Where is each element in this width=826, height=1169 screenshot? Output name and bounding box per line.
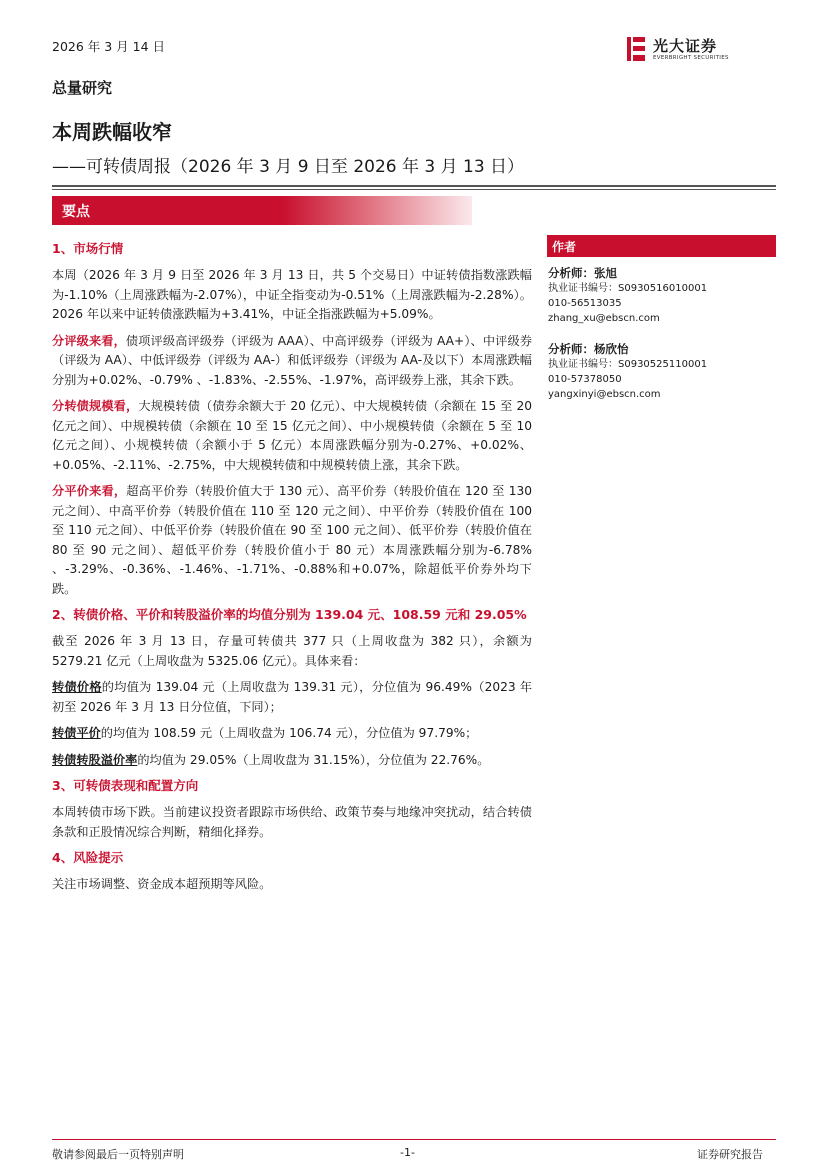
footer-disclaimer: 敬请参阅最后一页特别声明 — [52, 1148, 184, 1161]
report-date: 2026 年 3 月 14 日 — [52, 39, 166, 54]
body-parity: 的均值为 108.59 元（上周收盘为 106.74 元），分位值为 97.79%； — [100, 726, 478, 740]
page-number: -1- — [400, 1146, 415, 1159]
lead-by-size: 分转债规模看， — [52, 399, 139, 413]
lead-by-rating: 分评级来看， — [52, 333, 126, 348]
paragraph-risk: 关注市场调整、资金成本超预期等风险。 — [52, 877, 272, 891]
logo-text-cn: 光大证券 — [653, 37, 718, 55]
authors-label: 作者 — [552, 240, 577, 254]
paragraph-market-overview: 本周（2026 年 3 月 9 日至 2026 年 3 月 13 日，共 5 个交易日）中证转债指数涨跌幅为-1.10%（上周涨跌幅为-2.07%），中证全指变动为-0.51%（上周涨跌幅为-2.28%）。2026 年以来中证转债涨跌幅为+3.41%，中证全指涨跌幅为+5.09%。 — [52, 268, 532, 321]
company-logo — [627, 35, 727, 65]
key-points-label: 要点 — [62, 204, 90, 220]
paragraph-allocation: 本周转债市场下跌。当前建议投资者跟踪市场供给、政策节奏与地缘冲突扰动，结合转债条款和正股情况综合判断，精细化择券。 — [52, 805, 532, 839]
footer-report-type: 证券研究报告 — [697, 1148, 763, 1161]
header-divider-thin — [52, 189, 776, 190]
analyst-name: 分析师：杨欣怡 — [548, 342, 629, 356]
paragraph-by-size — [52, 397, 532, 475]
report-subtitle: ——可转债周报（2026 年 3 月 9 日至 2026 年 3 月 13 日） — [52, 157, 525, 177]
body-by-rating: 债项评级高评级券（评级为 AAA）、中高评级券（评级为 AA+）、中评级券（评级为 AA）、中低评级券（评级为 AA-）和低评级券（评级为 AA-及以下）本周涨跌幅分别为+0.02%、-0.79% 、-1.83%、-2.55%、-1.97%，高评级券上涨，其余下跌。 — [52, 333, 533, 387]
footer-divider — [52, 1139, 776, 1140]
analyst-email[interactable]: yangxinyi@ebscn.com — [548, 389, 661, 400]
paragraph-parity — [52, 724, 532, 744]
lead-by-parity: 分平价来看， — [52, 484, 127, 498]
key-points-banner — [52, 196, 472, 225]
paragraph-premium — [52, 751, 532, 771]
analyst-phone: 010-56513035 — [548, 298, 622, 309]
analyst-card — [548, 266, 776, 326]
lead-premium: 转债转股溢价率 — [52, 752, 138, 767]
header-divider-thick — [52, 185, 776, 187]
analyst-card — [548, 342, 776, 402]
report-title: 本周跌幅收窄 — [52, 120, 172, 144]
body-by-size: 大规模转债（债券余额大于 20 亿元）、中大规模转债（余额在 15 至 20 亿元之间）、中规模转债（余额在 10 至 15 亿元之间）、中小规模转债（余额在 5 至 10 亿元之间）、小规模转债（余额小于 5 亿元）本周涨跌幅分别为-0.27%、+0.02%、+0.05%、-2.11%、-2.75%，中大规模转债和中规模转债上涨，其余下跌。 — [52, 399, 532, 472]
everbright-logo-icon — [627, 35, 647, 63]
section-heading-risk: 4、风险提示 — [52, 850, 124, 865]
section-heading-valuation: 2、转债价格、平价和转股溢价率的均值分别为 139.04 元、108.59 元和 29.05% — [52, 607, 527, 622]
body-by-parity: 超高平价券（转股价值大于 130 元）、高平价券（转股价值在 120 至 130 元之间）、中高平价券（转股价值在 110 至 120 元之间）、中平价券（转股价值在 100 至 110 元之间）、中低平价券（转股价值在 90 至 100 元之间）、低平价券（转股价值在 80 至 90 元之间）、超低平价券（转股价值小于 80 元）本周涨跌幅分别为-6.78% 、-3.29%、-0.36%、-1.46%、-1.71%、-0.88%和+0.07%，除超低平价券外均下跌。 — [52, 484, 532, 596]
paragraph-price — [52, 678, 532, 717]
section-heading-allocation: 3、可转债表现和配置方向 — [52, 778, 199, 793]
paragraph-by-rating — [52, 332, 532, 391]
main-content — [52, 240, 532, 902]
analyst-cert: 执业证书编号：S0930516010001 — [548, 283, 708, 294]
paragraph-stock-summary: 截至 2026 年 3 月 13 日，存量可转债共 377 只（上周收盘为 382 只），余额为 5279.21 亿元（上周收盘为 5325.06 亿元）。具体来看： — [52, 634, 532, 668]
logo-text-en: EVERBRIGHT SECURITIES — [653, 55, 729, 61]
lead-parity: 转债平价 — [52, 726, 101, 740]
analyst-name: 分析师：张旭 — [548, 266, 617, 280]
analyst-cert: 执业证书编号：S0930525110001 — [548, 359, 708, 370]
report-category: 总量研究 — [52, 79, 113, 97]
lead-price: 转债价格 — [52, 680, 102, 694]
authors-banner — [547, 235, 776, 257]
body-premium: 的均值为 29.05%（上周收盘为 31.15%），分位值为 22.76%。 — [137, 752, 490, 767]
paragraph-by-parity — [52, 482, 532, 599]
analyst-phone: 010-57378050 — [548, 374, 622, 385]
body-price: 的均值为 139.04 元（上周收盘为 139.31 元），分位值为 96.49%（2023 年初至 2026 年 3 月 13 日分位值，下同）； — [52, 680, 533, 714]
analyst-email[interactable]: zhang_xu@ebscn.com — [548, 313, 660, 324]
section-heading-market: 1、市场行情 — [52, 241, 124, 256]
